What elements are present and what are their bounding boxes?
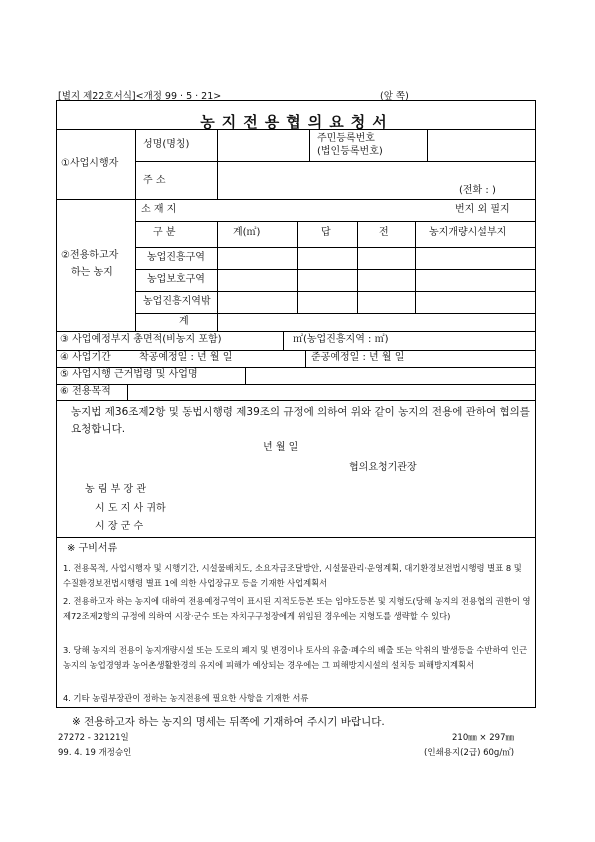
document-item: 4. 기타 농림부장관이 정하는 농지전용에 필요한 사항을 기재한 서류 [63,693,309,703]
request-date: 년 월 일 [263,442,299,453]
table-row-label: 계 [179,316,189,327]
corp-regno-label: (법인등록번호) [317,146,383,157]
regno-label: 주민등록번호 [317,133,375,144]
table-header-paddy: 답 [321,227,331,238]
document-item: 3. 당해 농지의 전용이 농지개량시설 또는 도로의 폐지 및 변경이나 토사의 유출·폐수의 배출 또는 악취의 발생등을 수반하여 인근 농지의 농업경영과 농어촌생활환경의 유지에 피해가 예상되는 경우에는 그 피해방지시설의 설치등 피해방지계획서 [63,645,528,670]
lot-label: 번지 외 필지 [455,204,510,215]
purpose-label: ⑥ 전용목적 [60,386,111,397]
address-label: 주 소 [143,175,166,186]
farmland-section-label: ②전용하고자 [61,250,119,261]
recipient-minister: 농 림 부 장 관 [85,484,147,495]
recipient-governor: 시 도 지 사 귀하 [95,503,166,514]
basis-label: ⑤ 사업시행 근거법령 및 사업명 [60,369,198,380]
table-row-label: 농업진흥지역밖 [143,296,211,307]
footnote: ※ 전용하고자 하는 농지의 명세는 뒤쪽에 기재하여 주시기 바랍니다. [72,716,385,728]
total-area-label: ③ 사업예정부지 총면적(비농지 포함) [60,334,222,345]
location-label: 소 재 지 [141,204,177,215]
table-header-total: 계(㎡) [233,227,261,238]
period-label: ④ 사업기간 [60,352,111,363]
paper-size: 210㎜ × 297㎜ [452,733,514,743]
table-row-label: 농업보호구역 [147,274,205,285]
start-date: 착공예정일 : 년 월 일 [139,352,233,363]
page-side: (앞 쪽) [380,91,409,102]
paper-spec: (인쇄용지(2급) 60g/㎡) [424,748,515,758]
form-code: 27272 - 32121일 [58,733,129,743]
table-header-facility: 농지개량시설부지 [429,227,507,238]
table-header-category: 구 분 [153,227,176,238]
applicant-section-label: ①사업시행자 [61,158,119,169]
recipient-mayor: 시 장 군 수 [95,521,144,532]
requester-label: 협의요청기관장 [349,462,417,473]
farmland-section-label-2: 하는 농지 [71,267,113,278]
phone-label: (전화 : ) [459,185,496,196]
approval-date: 99. 4. 19 개정승인 [58,748,132,758]
name-label: 성명(명칭) [143,139,190,150]
request-statement: 농지법 제36조제2항 및 동법시행령 제39조의 규정에 의하여 위와 같이 농지의 전용에 관하여 협의를 요청합니다. [71,406,530,435]
document-item: 2. 전용하고자 하는 농지에 대하여 전용예정구역이 표시된 지적도등본 또는 임야도등본 및 지형도(당해 농지의 전용협의 권한이 영 제72조제2항의 규정에 의하여 시장·군수 또는 자치구구청장에게 위임된 경우에는 지형도를 생략할 수 있다) [63,596,531,621]
form-number: [별지 제22호서식]<개정 99 · 5 · 21> [58,91,222,102]
request-form [56,100,536,708]
total-area-unit: ㎡(농업진흥지역 : ㎡) [293,334,389,345]
table-header-field: 전 [379,227,389,238]
table-row-label: 농업진흥구역 [147,252,205,263]
document-item: 1. 전용목적, 사업시행자 및 시행기간, 시설물배치도, 소요자금조달방안, 시설물관리·운영계획, 대기환경보전법시행령 별표 8 및 수질환경보전법시행령 별표 1에 의한 사업장규모 등을 기재한 사업계획서 [63,563,522,588]
form-title: 농지전용협의요청서 [200,113,394,131]
end-date: 준공예정일 : 년 월 일 [311,352,405,363]
documents-heading: ※ 구비서류 [67,543,118,554]
